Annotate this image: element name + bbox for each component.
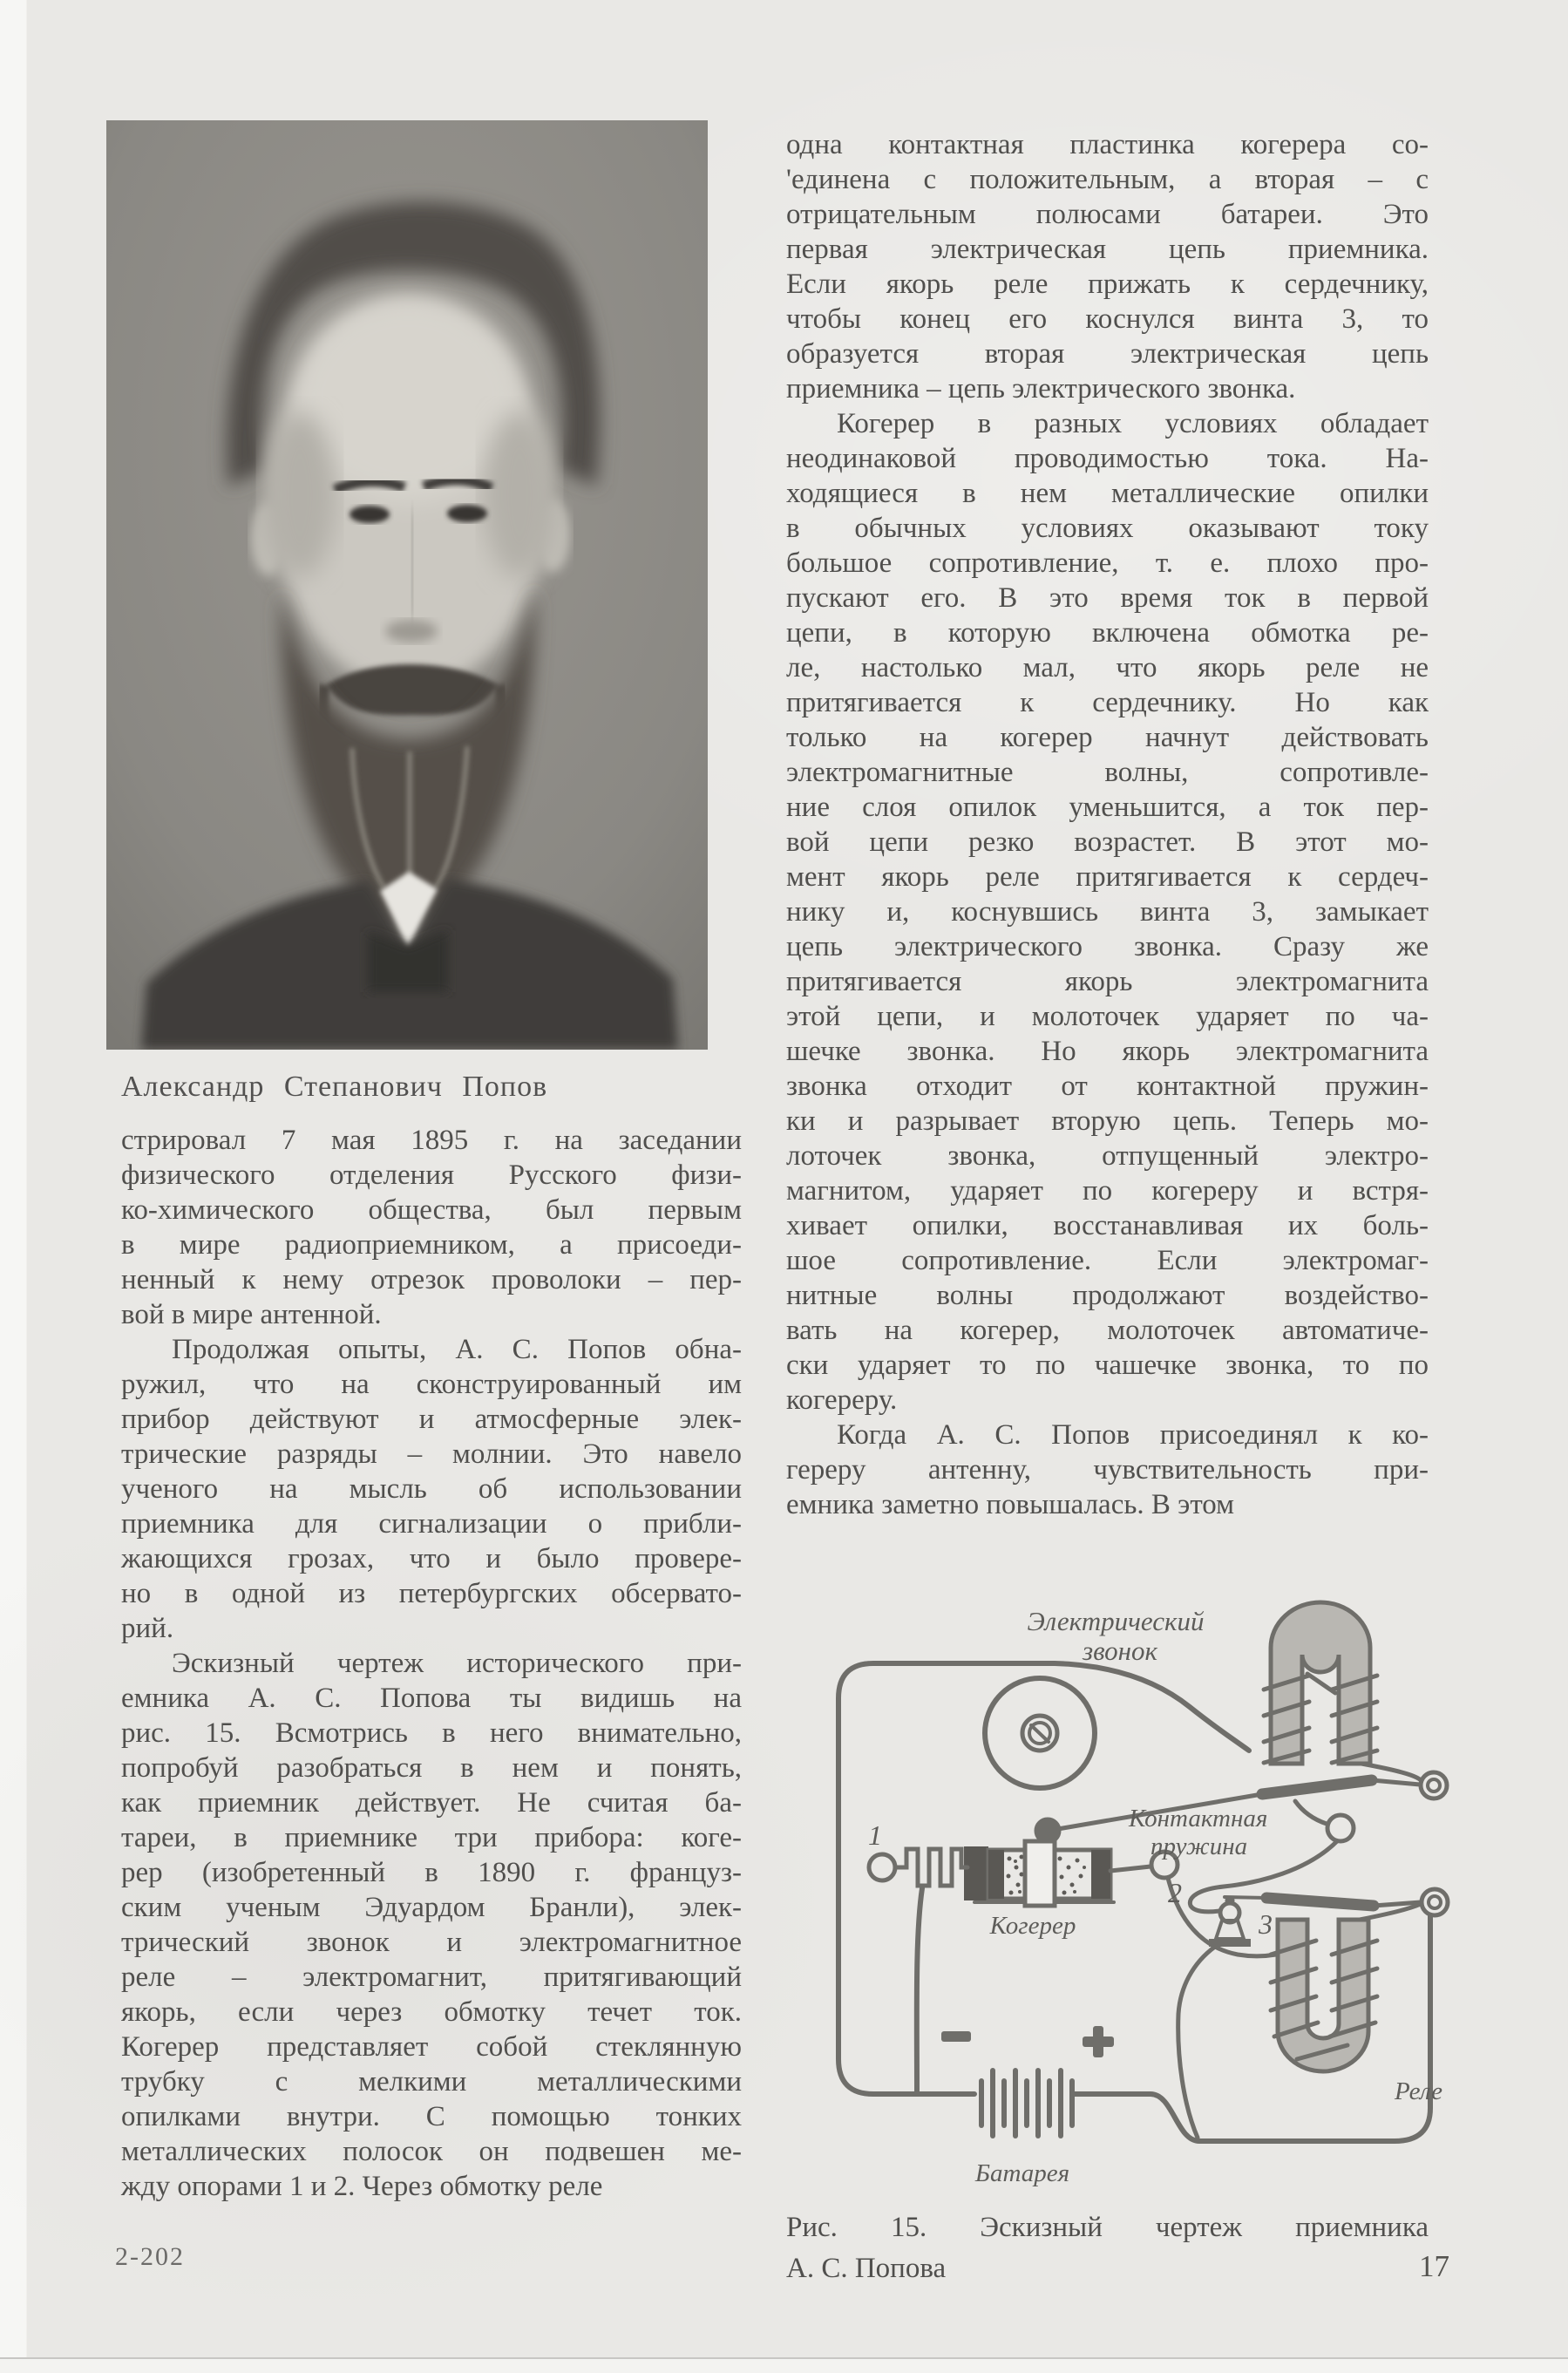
text-line: цепь электрического звонка. Сразу же: [786, 931, 1429, 962]
text-line: Когда А. С. Попов присоединял к ко-: [837, 1419, 1429, 1451]
coherer-left-post: [964, 1846, 988, 1900]
screw-3-number: 3: [1259, 1908, 1273, 1940]
eye-left: [350, 506, 390, 523]
left-text-column: [121, 1123, 742, 2204]
text-line: вать на когерер, молоточек автоматиче-: [786, 1315, 1429, 1346]
battery-label: Батарея: [974, 2159, 1070, 2187]
text-line: большое сопротивление, т. е. плохо про-: [786, 547, 1429, 579]
support1-down-wire: [917, 1888, 922, 2094]
page-bottom-edge: [0, 2357, 1568, 2373]
text-line: нику и, коснувшись винта 3, замыкает: [786, 896, 1429, 928]
portrait-illustration: [106, 120, 708, 1050]
text-line: пускают его. В это время ток в первой: [786, 582, 1429, 614]
text-line: притягивается к сердечнику. Но как: [786, 687, 1429, 718]
figure-caption-line1: Рис. 15. Эскизный чертеж приемника: [786, 2212, 1429, 2243]
text-line: якорь, если через обмотку течет ток.: [121, 1996, 742, 2028]
text-line: прибор действуют и атмосферные элек-: [121, 1404, 742, 1435]
text-line: вой цепи резко возрастет. В этот мо-: [786, 826, 1429, 858]
terminal-ring-bottom-hole: [1429, 1896, 1441, 1908]
text-line: только на когерер начнут действовать: [786, 722, 1429, 753]
text-line: ружил, что на сконструированный им: [121, 1369, 742, 1400]
text-line: неодинаковой проводимостью тока. На-: [786, 443, 1429, 474]
support-1-spring: [895, 1849, 967, 1886]
terminal-ring-top: [1421, 1772, 1447, 1798]
coherer-center-band: [1025, 1841, 1055, 1906]
text-line: шое сопротивление. Если электромаг-: [786, 1245, 1429, 1276]
text-line: как приемник действует. Не считая ба-: [121, 1787, 742, 1819]
text-line: образуется вторая электрическая цепь: [786, 338, 1429, 370]
text-line: физического отделения Русского физи-: [121, 1159, 742, 1191]
relay-label: Реле: [1395, 2077, 1443, 2105]
text-line: попробуй разобраться в нем и понять,: [121, 1752, 742, 1784]
text-line: рий.: [121, 1613, 174, 1644]
text-line: гереру антенну, чувствительность при-: [786, 1454, 1429, 1486]
text-line: в обычных условиях оказывают току: [786, 513, 1429, 544]
text-line: звонка отходит от контактной пружин-: [786, 1071, 1429, 1102]
text-line: 'единена с положительным, а вторая – с: [786, 164, 1429, 195]
figure-caption: [786, 2207, 1429, 2289]
support-2-number: 2: [1168, 1877, 1182, 1908]
text-line: Когерер в разных условиях обладает: [837, 408, 1429, 439]
relay-armature-tip: [1225, 1897, 1266, 1898]
text-line: мент якорь реле притягивается к сердеч-: [786, 861, 1429, 893]
text-line: но в одной из петербургских обсервато-: [121, 1578, 742, 1609]
text-line: ние слоя опилок уменьшится, а ток пер-: [786, 792, 1429, 823]
text-line: рер (изобретенный в 1890 г. француз-: [121, 1857, 742, 1888]
text-line: хивает опилки, восстанавливая их боль-: [786, 1210, 1429, 1241]
text-line: Продолжая опыты, А. С. Попов обна-: [172, 1334, 742, 1365]
bell-armature-bar: [1262, 1780, 1372, 1794]
spring-label-line2: пружина: [1151, 1832, 1248, 1860]
text-line: ходящиеся в нем металлические опилки: [786, 478, 1429, 509]
text-line: этой цепи, и молоточек ударяет по ча-: [786, 1001, 1429, 1032]
bell-label-line2: звонок: [1082, 1635, 1158, 1666]
text-line: цепи, в которую включена обмотка ре-: [786, 617, 1429, 649]
text-line: емника заметно повышалась. В этом: [786, 1489, 1235, 1520]
coherer-cap-left: [988, 1850, 1004, 1899]
shading-right: [483, 412, 556, 578]
text-line: ненный к нему отрезок проволоки – пер-: [121, 1264, 742, 1295]
text-line: приемника для сигнализации о прибли-: [121, 1508, 742, 1540]
print-signature: 2-202: [115, 2242, 185, 2271]
coherer-cap-right: [1091, 1850, 1110, 1899]
text-line: электромагнитные волны, сопротивле-: [786, 757, 1429, 788]
minus-sign: [941, 2031, 971, 2042]
popov-portrait-photo: [106, 120, 708, 1050]
text-line: Эскизный чертеж исторического при-: [172, 1648, 742, 1679]
battery-plates: [981, 2070, 1072, 2136]
text-line: в мире радиоприемником, а присоеди-: [121, 1229, 742, 1261]
battery-polarity: [941, 2026, 1114, 2057]
relay-coil: [1278, 1920, 1368, 2071]
text-line: реле – электромагнит, притягивающий: [121, 1962, 742, 1993]
text-line: ки и разрывает вторую цепь. Теперь мо-: [786, 1105, 1429, 1137]
text-line: трубку с мелкими металлическими: [121, 2066, 742, 2098]
text-line: трические разряды – молнии. Это навело: [121, 1438, 742, 1470]
text-line: трический звонок и электромагнитное: [121, 1927, 742, 1958]
text-line: лоточек звонка, отпущенный электро-: [786, 1140, 1429, 1172]
coherer-label: Когерер: [989, 1912, 1076, 1940]
figure-caption-line2: А. С. Попова: [786, 2253, 947, 2284]
text-line: чтобы конец его коснулся винта 3, то: [786, 303, 1429, 335]
text-line: вой в мире антенной.: [121, 1299, 382, 1330]
text-line: шечке звонка. Но якорь электромагнита: [786, 1036, 1429, 1067]
text-line: приемника – цепь электрического звонка.: [786, 373, 1296, 405]
text-line: отрицательным полюсами батареи. Это: [786, 199, 1429, 230]
text-line: стрировал 7 мая 1895 г. на заседании: [121, 1125, 742, 1156]
text-line: тареи, в приемнике три прибора: коге-: [121, 1822, 742, 1853]
page-number: 17: [1419, 2249, 1449, 2283]
terminal-ring-top-hole: [1428, 1779, 1440, 1792]
terminal-ring-bottom: [1422, 1889, 1448, 1915]
nose-shadow: [385, 620, 438, 643]
text-line: Когерер представляет собой стеклянную: [121, 2031, 742, 2063]
text-line: магнитом, ударяет по когереру и встря-: [786, 1175, 1429, 1207]
support-1-number: 1: [868, 1819, 882, 1851]
text-line: емника А. С. Попова ты видишь на: [121, 1683, 742, 1714]
text-line: жающихся грозах, что и было провере-: [121, 1543, 742, 1574]
armature-rod-right: [1372, 1780, 1420, 1785]
figure-15-diagram: [784, 1560, 1482, 2210]
support-2-wire: [1110, 1866, 1151, 1871]
spring-label-line1: Контактная: [1129, 1805, 1268, 1832]
text-line: ски ударяет то по чашечке звонка, то по: [786, 1350, 1429, 1381]
nose: [411, 511, 413, 619]
text-line: металлических полосок он подвешен ме-: [121, 2136, 742, 2167]
eye-right: [447, 505, 487, 522]
support-1-ring: [869, 1854, 895, 1880]
text-line: рис. 15. Всмотрись в него внимательно,: [121, 1717, 742, 1749]
right-text-column: [786, 127, 1429, 1522]
bell-label-line1: Электрический: [1027, 1606, 1205, 1636]
contact-bead: [1327, 1815, 1354, 1841]
text-line: ко-химического общества, был первым: [121, 1194, 742, 1226]
text-line: Если якорь реле прижать к сердечнику,: [786, 269, 1429, 300]
text-line: ле, настолько мал, что якорь реле не: [786, 652, 1429, 683]
battery-to-relay-wire: [1074, 1915, 1430, 2141]
text-line: жду опорами 1 и 2. Через обмотку реле: [121, 2171, 603, 2202]
text-line: ским ученым Эдуардом Бранли), элек-: [121, 1892, 742, 1923]
contact-link: [1295, 1801, 1327, 1824]
text-line: ученого на мысль об использовании: [121, 1473, 742, 1505]
text-line: одна контактная пластинка когерера со-: [786, 129, 1429, 160]
screw3-wire: [1178, 1947, 1215, 2138]
text-line: нитные волны продолжают воздейство-: [786, 1280, 1429, 1311]
text-line: первая электрическая цепь приемника.: [786, 234, 1429, 265]
shading-left: [263, 412, 336, 578]
photo-caption: Александр Степанович Попов: [121, 1071, 548, 1103]
plus-sign-v: [1093, 2026, 1103, 2057]
text-line: опилками внутри. С помощью тонких: [121, 2101, 742, 2132]
text-line: когереру.: [786, 1384, 898, 1416]
relay-armature-bar: [1266, 1898, 1374, 1906]
text-line: притягивается якорь электромагнита: [786, 966, 1429, 997]
